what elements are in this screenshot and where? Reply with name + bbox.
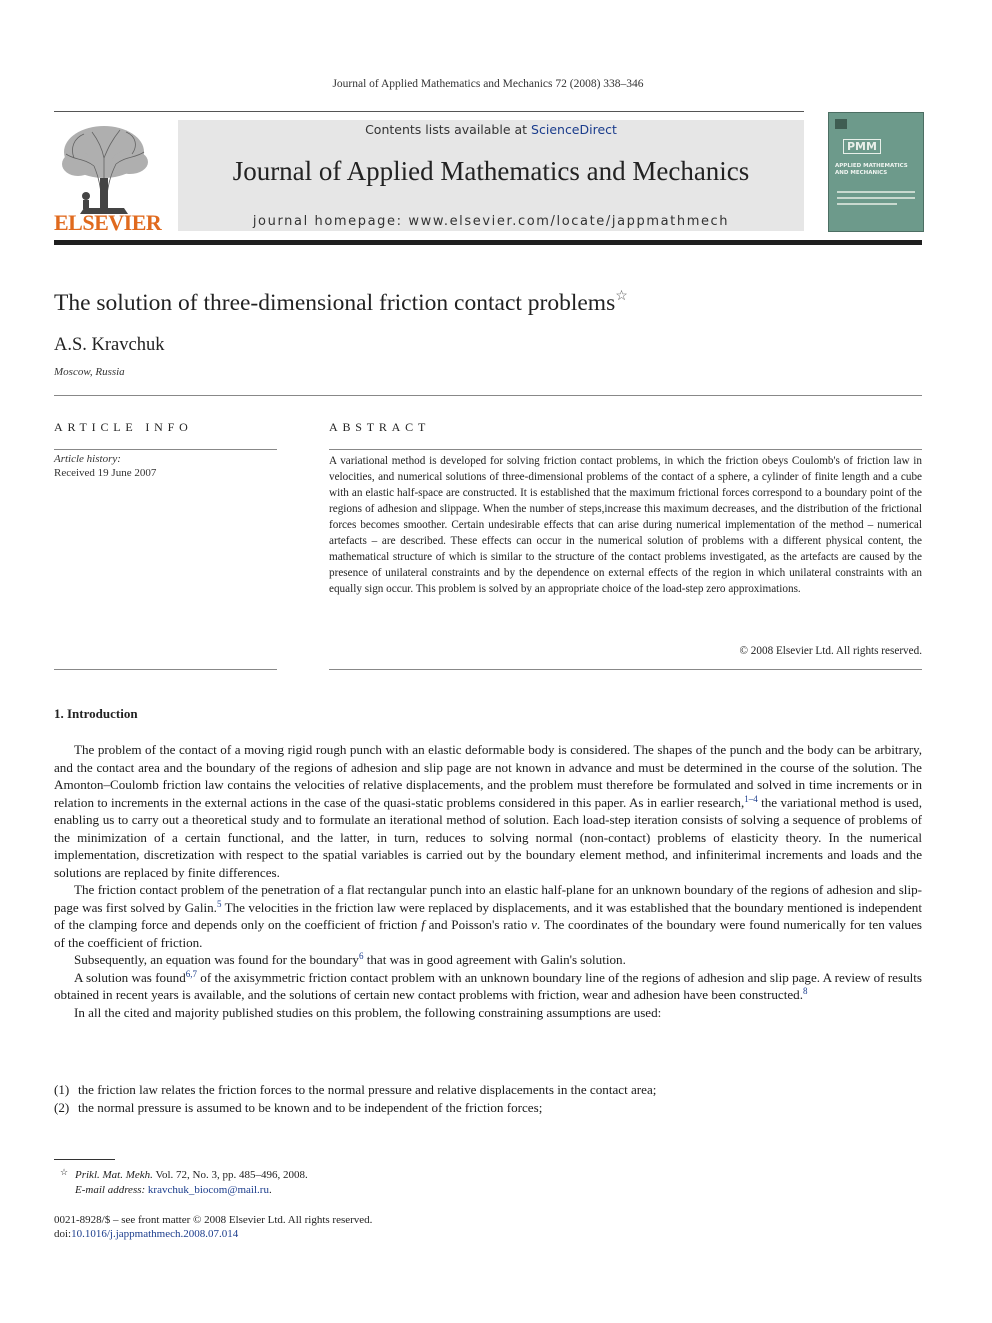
text-run: the variational method is used, enabling us to carry out a theoretical study and to formulate an iterational method of solution. Each load-step iteration consists of solving a sequence of problems of the minimization of a certain functional, and the latter, in turn, reduces to solving normal (non-contact) problems of elasticity theory. In the numerical implementation, discretization with respect to the spatial variables is carried out by the boundary element method, and infiniterimal increments and loads and the solutions are replaced by finite differences. — [54, 794, 922, 880]
assumption-list — [54, 1081, 922, 1117]
text-run: that was in good agreement with Galin's solution. — [363, 952, 626, 967]
citation-link[interactable]: 5 — [216, 898, 222, 909]
abstract-text: A variational method is developed for solving friction contact problems, in which the friction obeys Coulomb's of friction law in velocities, and numerical solutions of three-dimensional problems of the contact of a sphere, a cylinder of finite length and a cube with an elastic half-space are constructed. It is established that the maximum frictional forces correspond to a boundary point of the regions of adhesion and slippage. When the number of steps,increase this maximum decreases, and the distribution of the frictional forces becomes smoother. Certain undesirable effects that can arise during numerical implementation of the method – numerical artefacts – are described. These effects can occur in the numerical solution of problems with a different physical content, the mathematical structure of which is similar to the structure of the contact problems investigated, as the artefacts are caused by the presence of unilateral constraints and by the dependence on external effects of the region in which unilateral constraints with an equally sign occur. This problem is solved by an appropriate choice of the load-step zero approximations. — [329, 455, 922, 595]
article-title — [54, 290, 628, 317]
cover-publisher-mark — [835, 119, 847, 129]
author-name: A.S. Kravchuk — [54, 335, 165, 355]
journal-title: Journal of Applied Mathematics and Mechanics — [232, 156, 750, 186]
elsevier-wordmark: ELSEVIER — [54, 210, 162, 235]
cover-decoration — [837, 203, 897, 205]
list-item — [54, 1081, 922, 1099]
footnote-rule — [54, 1159, 115, 1160]
doi-line — [54, 1228, 238, 1240]
paragraph — [54, 969, 922, 1004]
footnote-citation-text: Vol. 72, No. 3, pp. 485–496, 2008. — [152, 1169, 308, 1181]
paragraph — [54, 1004, 922, 1022]
email-label: E-mail address: — [75, 1184, 148, 1196]
cover-title-line: APPLIED MATHEMATICS — [835, 163, 908, 169]
text-run: The velocities in the friction law were replaced by displacements, and it was established that the boundary mentioned is independent of the clamping force and depends only on the coefficient of friction — [54, 899, 922, 932]
list-item — [54, 1099, 922, 1117]
math-symbol-nu: ν — [531, 917, 537, 932]
article-title-text: The solution of three-dimensional friction contact problems — [54, 290, 616, 316]
text-run: The problem of the contact of a moving rigid rough punch with an elastic deformable body is considered. The shapes of the punch and the body can be arbitrary, and the contact area and the boundary of the regions of adhesion and slip page are not known in advance and must be determined in the course of the solution. The Amonton–Coulomb friction law contains the velocities of relative displacements, and the problem must therefore be formulated and solved in time increments or in relation to increments in the external actions in the case of the quasi-static problems considered in this paper. As in earlier research, — [54, 742, 922, 810]
header-rule — [54, 111, 804, 112]
received-date: Received 19 June 2007 — [54, 467, 157, 479]
abstract-heading: ABSTRACT — [329, 420, 431, 434]
math-symbol-f: f — [421, 917, 425, 932]
citation-link[interactable]: 8 — [803, 986, 808, 996]
list-item-number: (1) — [54, 1082, 70, 1097]
abstract-end-rule — [329, 669, 922, 670]
list-item-number: (2) — [54, 1100, 70, 1115]
contents-line — [178, 122, 804, 137]
footnote-journal: Prikl. Mat. Mekh. — [75, 1169, 153, 1181]
text-run: The friction contact problem of the penetration of a flat rectangular punch into an elastic half-plane for an unknown boundary of the regions of adhesion and slip-page was first solved by Galin. — [54, 882, 922, 915]
running-head: Journal of Applied Mathematics and Mechanics 72 (2008) 338–346 — [332, 78, 644, 90]
cover-decoration — [837, 191, 915, 193]
citation-link[interactable]: 1–4 — [744, 793, 758, 804]
cover-title-line: AND MECHANICS — [835, 170, 888, 176]
sciencedirect-link[interactable]: ScienceDirect — [531, 122, 617, 137]
list-item-text: the normal pressure is assumed to be known and to be independent of the friction forces; — [78, 1100, 543, 1115]
paragraph — [54, 741, 922, 881]
cover-decoration — [837, 197, 915, 199]
journal-cover-image — [828, 112, 924, 232]
text-run: of the axisymmetric friction contact problem with an unknown boundary line of the regions of adhesion and slip page. A review of results obtained in recent years is available, and the solutions of certain new contact problems with friction, wear and adhesion have been constructed. — [54, 969, 922, 1002]
text-run: Subsequently, an equation was found for the boundary — [74, 952, 359, 967]
email-end: . — [268, 1184, 272, 1196]
article-info-rule — [54, 449, 277, 450]
abstract-copyright: © 2008 Elsevier Ltd. All rights reserved. — [739, 645, 922, 657]
author-affiliation: Moscow, Russia — [54, 366, 125, 378]
text-run: and Poisson's ratio — [424, 917, 532, 932]
journal-masthead — [178, 120, 804, 231]
text-run: . The coordinates of the boundary were found numerically for ten values of the coefficient of friction. — [54, 917, 922, 950]
footnote-email — [75, 1184, 272, 1196]
cover-title — [835, 163, 919, 177]
footnote-citation — [60, 1167, 308, 1181]
article-info-heading: ARTICLE INFO — [54, 420, 193, 434]
journal-homepage[interactable]: journal homepage: www.elsevier.com/locate/jappmathmech — [252, 214, 730, 229]
star-footnote-mark: ☆ — [60, 1167, 69, 1177]
paragraph — [54, 881, 922, 951]
abstract-rule — [329, 449, 922, 450]
section-heading-introduction: 1. Introduction — [54, 706, 138, 721]
front-matter-line: 0021-8928/$ – see front matter © 2008 Elsevier Ltd. All rights reserved. — [54, 1214, 373, 1226]
article-info-end-rule — [54, 669, 277, 670]
title-rule — [54, 395, 922, 396]
star-footnote-mark[interactable]: ☆ — [615, 289, 628, 304]
citation-link[interactable]: 6 — [358, 951, 364, 961]
citation-link[interactable]: 6,7 — [185, 968, 197, 979]
email-link[interactable]: kravchuk_biocom@mail.ru — [147, 1184, 269, 1196]
list-item-text: the friction law relates the friction forces to the normal pressure and relative displacements in the contact area; — [78, 1082, 657, 1097]
introduction-body — [54, 741, 922, 1021]
text-run: A solution was found — [74, 969, 186, 985]
masthead-thick-rule — [54, 240, 922, 245]
cover-abbrev: PMM — [843, 139, 881, 154]
doi-link[interactable]: 10.1016/j.jappmathmech.2008.07.014 — [71, 1228, 239, 1240]
article-history-label: Article history: — [54, 453, 121, 465]
contents-prefix: Contents lists available at — [365, 122, 532, 137]
text-run: In all the cited and majority published studies on this problem, the following constraining assumptions are used: — [74, 1004, 662, 1020]
doi-label: doi: — [54, 1228, 72, 1240]
paragraph — [54, 951, 922, 969]
